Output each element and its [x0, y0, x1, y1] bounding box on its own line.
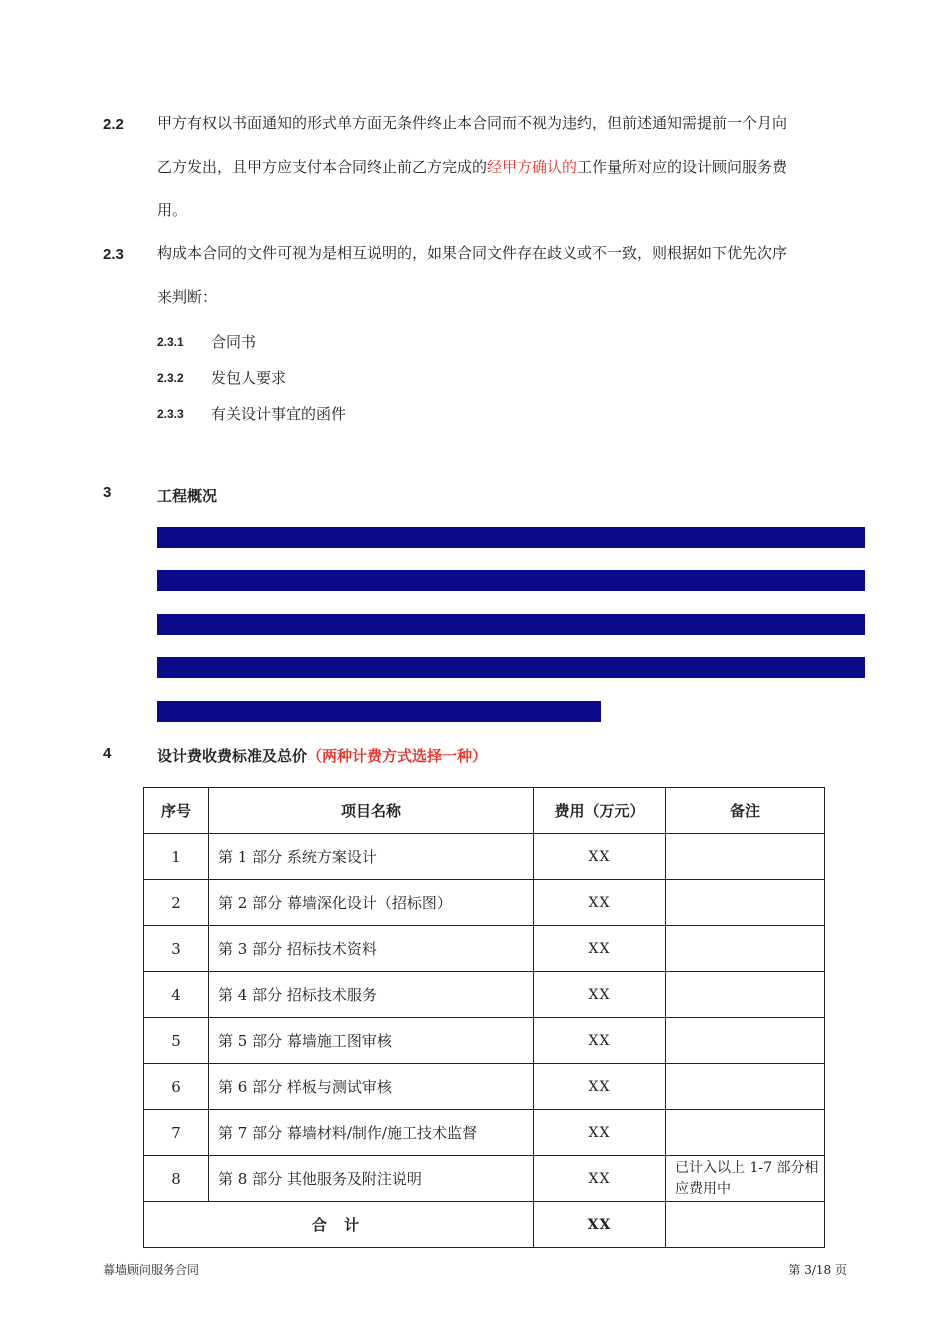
header-no: 序号	[144, 788, 209, 834]
section-title-design-fee	[157, 745, 487, 766]
clause-2-2-line2b: 工作量所对应的设计顾问服务费	[577, 157, 788, 176]
row-fee: XX	[534, 834, 666, 880]
sub-item-2-3-3: 有关设计事宜的函件	[211, 405, 347, 423]
redaction-bar	[157, 657, 865, 678]
row-name: 第 5 部分 幕墙施工图审核	[209, 1018, 534, 1064]
row-no: 8	[144, 1156, 209, 1202]
sub-item-2-3-1: 合同书	[211, 333, 257, 351]
section-number-3: 3	[103, 484, 112, 501]
clause-2-3-line2: 来判断：	[157, 287, 218, 306]
row-fee: XX	[534, 926, 666, 972]
row-fee: XX	[534, 1064, 666, 1110]
row-no: 1	[144, 834, 209, 880]
clause-2-2-text	[157, 102, 865, 233]
redaction-bar	[157, 701, 601, 722]
row-name: 第 8 部分 其他服务及附注说明	[209, 1156, 534, 1202]
sub-number-2-3-3: 2.3.3	[157, 407, 184, 421]
table-row	[144, 1018, 825, 1064]
row-no: 4	[144, 972, 209, 1018]
footer-page-number: 第 3/18 页	[788, 1263, 847, 1277]
row-name: 第 4 部分 招标技术服务	[209, 972, 534, 1018]
table-row	[144, 926, 825, 972]
row-name: 第 2 部分 幕墙深化设计（招标图）	[209, 880, 534, 926]
row-remark	[666, 1064, 825, 1110]
row-remark	[666, 972, 825, 1018]
design-fee-title: 设计费收费标准及总价	[157, 747, 308, 765]
row-no: 6	[144, 1064, 209, 1110]
redaction-bar	[157, 570, 865, 591]
fee-table	[143, 787, 825, 1248]
table-row	[144, 1156, 825, 1202]
table-row	[144, 1064, 825, 1110]
total-fee: XX	[534, 1202, 666, 1248]
section-title-project-overview: 工程概况	[157, 487, 218, 505]
redaction-bar	[157, 527, 865, 548]
row-remark	[666, 1110, 825, 1156]
redacted-project-description	[157, 527, 865, 723]
clause-2-2-line3: 用。	[157, 201, 188, 219]
clause-2-2-line1: 甲方有权以书面通知的形式单方面无条件终止本合同而不视为违约，但前述通知需提前一个月向	[157, 114, 788, 132]
header-fee: 费用（万元）	[534, 788, 666, 834]
row-name: 第 3 部分 招标技术资料	[209, 926, 534, 972]
row-no: 5	[144, 1018, 209, 1064]
row-no: 2	[144, 880, 209, 926]
table-row	[144, 1110, 825, 1156]
redaction-bar	[157, 614, 865, 635]
header-remark: 备注	[666, 788, 825, 834]
row-name: 第 7 部分 幕墙材料/制作/施工技术监督	[209, 1110, 534, 1156]
section-number-2-3: 2.3	[103, 246, 124, 263]
clause-2-2-highlight: 经甲方确认的	[487, 157, 578, 176]
row-fee: XX	[534, 1018, 666, 1064]
row-fee: XX	[534, 972, 666, 1018]
total-label: 合 计	[144, 1202, 534, 1248]
table-row	[144, 834, 825, 880]
row-remark	[666, 1018, 825, 1064]
design-fee-title-note: （两种计费方式选择一种）	[307, 747, 488, 765]
table-row	[144, 880, 825, 926]
section-number-2-2: 2.2	[103, 116, 124, 133]
row-fee: XX	[534, 1110, 666, 1156]
row-name: 第 1 部分 系统方案设计	[209, 834, 534, 880]
row-no: 7	[144, 1110, 209, 1156]
clause-2-3-text	[157, 232, 865, 319]
row-no: 3	[144, 926, 209, 972]
table-header-row	[144, 788, 825, 834]
footer-document-title: 幕墙顾问服务合同	[103, 1263, 200, 1277]
row-remark	[666, 834, 825, 880]
clause-2-3-line1: 构成本合同的文件可视为是相互说明的，如果合同文件存在歧义或不一致，则根据如下优先次序	[157, 244, 788, 262]
row-fee: XX	[534, 880, 666, 926]
sub-number-2-3-2: 2.3.2	[157, 371, 184, 385]
row-remark	[666, 880, 825, 926]
row-fee: XX	[534, 1156, 666, 1202]
row-name: 第 6 部分 样板与测试审核	[209, 1064, 534, 1110]
section-number-4: 4	[103, 745, 112, 762]
sub-number-2-3-1: 2.3.1	[157, 335, 184, 349]
row-remark	[666, 926, 825, 972]
table-total-row	[144, 1202, 825, 1248]
clause-2-2-line2a: 乙方发出，且甲方应支付本合同终止前乙方完成的	[157, 157, 488, 176]
table-row	[144, 972, 825, 1018]
header-item-name: 项目名称	[209, 788, 534, 834]
row-remark: 已计入以上 1-7 部分相应费用中	[666, 1156, 825, 1202]
total-remark	[666, 1202, 825, 1248]
sub-item-2-3-2: 发包人要求	[211, 369, 287, 387]
